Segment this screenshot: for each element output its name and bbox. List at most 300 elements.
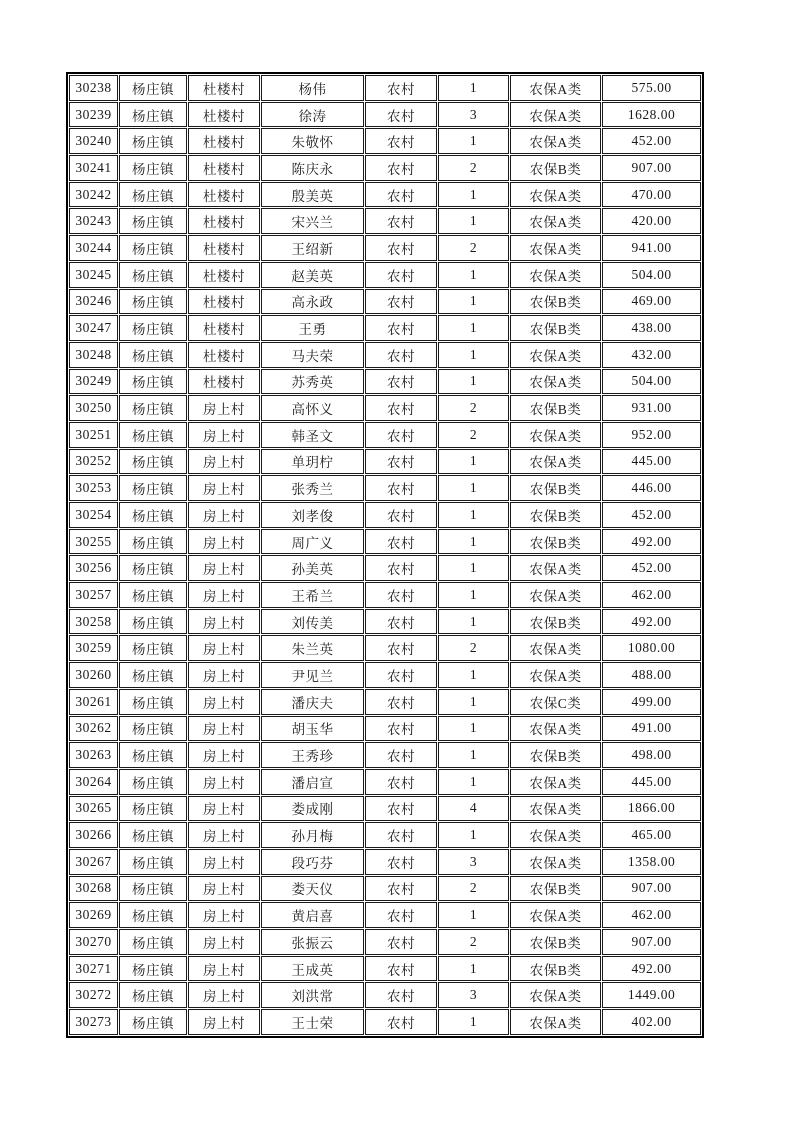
- cell-village: 杜楼村: [188, 289, 260, 315]
- cell-residence-type: 农村: [365, 342, 437, 368]
- cell-insurance-class: 农保B类: [510, 395, 601, 421]
- cell-residence-type: 农村: [365, 502, 437, 528]
- cell-record-id: 30249: [69, 369, 118, 395]
- cell-record-id: 30269: [69, 902, 118, 928]
- cell-person-count: 1: [438, 182, 509, 208]
- table-row: [69, 208, 701, 234]
- cell-record-id: 30253: [69, 475, 118, 501]
- cell-record-id: 30263: [69, 742, 118, 768]
- cell-person-count: 1: [438, 208, 509, 234]
- cell-residence-type: 农村: [365, 635, 437, 661]
- cell-person-name: 张振云: [261, 929, 364, 955]
- cell-person-name: 潘启宣: [261, 769, 364, 795]
- cell-person-count: 1: [438, 128, 509, 154]
- cell-residence-type: 农村: [365, 876, 437, 902]
- cell-person-count: 1: [438, 662, 509, 688]
- cell-insurance-class: 农保A类: [510, 235, 601, 261]
- cell-village: 房上村: [188, 769, 260, 795]
- cell-record-id: 30247: [69, 315, 118, 341]
- records-table-body: [69, 75, 701, 1035]
- cell-person-count: 1: [438, 1009, 509, 1035]
- cell-person-name: 高永政: [261, 289, 364, 315]
- table-row: [69, 929, 701, 955]
- cell-village: 房上村: [188, 395, 260, 421]
- cell-person-count: 1: [438, 582, 509, 608]
- table-row: [69, 769, 701, 795]
- cell-insurance-class: 农保A类: [510, 796, 601, 822]
- cell-person-count: 2: [438, 155, 509, 181]
- cell-record-id: 30262: [69, 716, 118, 742]
- cell-village: 杜楼村: [188, 315, 260, 341]
- cell-village: 房上村: [188, 582, 260, 608]
- table-row: [69, 102, 701, 128]
- cell-record-id: 30273: [69, 1009, 118, 1035]
- cell-village: 房上村: [188, 475, 260, 501]
- cell-insurance-class: 农保A类: [510, 849, 601, 875]
- cell-village: 杜楼村: [188, 262, 260, 288]
- cell-residence-type: 农村: [365, 956, 437, 982]
- cell-record-id: 30248: [69, 342, 118, 368]
- cell-amount: 498.00: [602, 742, 701, 768]
- table-row: [69, 716, 701, 742]
- cell-town: 杨庄镇: [119, 1009, 187, 1035]
- cell-residence-type: 农村: [365, 849, 437, 875]
- cell-person-name: 张秀兰: [261, 475, 364, 501]
- cell-residence-type: 农村: [365, 1009, 437, 1035]
- cell-town: 杨庄镇: [119, 716, 187, 742]
- cell-person-count: 3: [438, 102, 509, 128]
- cell-amount: 462.00: [602, 582, 701, 608]
- cell-town: 杨庄镇: [119, 395, 187, 421]
- table-row: [69, 475, 701, 501]
- cell-village: 杜楼村: [188, 75, 260, 101]
- cell-amount: 952.00: [602, 422, 701, 448]
- cell-residence-type: 农村: [365, 315, 437, 341]
- cell-record-id: 30241: [69, 155, 118, 181]
- table-row: [69, 315, 701, 341]
- cell-person-count: 1: [438, 502, 509, 528]
- cell-insurance-class: 农保A类: [510, 342, 601, 368]
- table-row: [69, 902, 701, 928]
- table-row: [69, 582, 701, 608]
- table-row: [69, 235, 701, 261]
- cell-person-name: 王勇: [261, 315, 364, 341]
- cell-residence-type: 农村: [365, 742, 437, 768]
- cell-person-name: 马夫荣: [261, 342, 364, 368]
- table-row: [69, 128, 701, 154]
- cell-amount: 931.00: [602, 395, 701, 421]
- cell-town: 杨庄镇: [119, 582, 187, 608]
- table-row: [69, 289, 701, 315]
- cell-insurance-class: 农保B类: [510, 529, 601, 555]
- cell-village: 杜楼村: [188, 369, 260, 395]
- cell-person-name: 王希兰: [261, 582, 364, 608]
- cell-village: 杜楼村: [188, 102, 260, 128]
- cell-record-id: 30272: [69, 982, 118, 1008]
- cell-person-count: 4: [438, 796, 509, 822]
- cell-person-name: 潘庆夫: [261, 689, 364, 715]
- cell-town: 杨庄镇: [119, 315, 187, 341]
- cell-person-name: 高怀义: [261, 395, 364, 421]
- cell-residence-type: 农村: [365, 369, 437, 395]
- cell-town: 杨庄镇: [119, 342, 187, 368]
- cell-insurance-class: 农保A类: [510, 555, 601, 581]
- cell-town: 杨庄镇: [119, 208, 187, 234]
- cell-person-name: 王绍新: [261, 235, 364, 261]
- cell-person-count: 2: [438, 635, 509, 661]
- cell-amount: 432.00: [602, 342, 701, 368]
- cell-person-count: 1: [438, 555, 509, 581]
- cell-town: 杨庄镇: [119, 742, 187, 768]
- cell-amount: 452.00: [602, 555, 701, 581]
- cell-town: 杨庄镇: [119, 502, 187, 528]
- cell-person-count: 1: [438, 369, 509, 395]
- cell-amount: 402.00: [602, 1009, 701, 1035]
- cell-person-name: 王成英: [261, 956, 364, 982]
- cell-amount: 438.00: [602, 315, 701, 341]
- cell-residence-type: 农村: [365, 422, 437, 448]
- cell-town: 杨庄镇: [119, 102, 187, 128]
- cell-residence-type: 农村: [365, 75, 437, 101]
- cell-town: 杨庄镇: [119, 155, 187, 181]
- cell-village: 房上村: [188, 796, 260, 822]
- cell-residence-type: 农村: [365, 262, 437, 288]
- table-row: [69, 982, 701, 1008]
- cell-person-name: 王秀珍: [261, 742, 364, 768]
- cell-person-name: 孙月梅: [261, 822, 364, 848]
- cell-record-id: 30265: [69, 796, 118, 822]
- records-table: [66, 72, 704, 1038]
- cell-village: 房上村: [188, 422, 260, 448]
- cell-record-id: 30268: [69, 876, 118, 902]
- cell-village: 房上村: [188, 689, 260, 715]
- cell-record-id: 30240: [69, 128, 118, 154]
- cell-village: 杜楼村: [188, 155, 260, 181]
- table-row: [69, 662, 701, 688]
- cell-amount: 488.00: [602, 662, 701, 688]
- cell-insurance-class: 农保A类: [510, 982, 601, 1008]
- table-row: [69, 689, 701, 715]
- cell-town: 杨庄镇: [119, 555, 187, 581]
- cell-residence-type: 农村: [365, 929, 437, 955]
- cell-record-id: 30261: [69, 689, 118, 715]
- cell-amount: 504.00: [602, 262, 701, 288]
- cell-town: 杨庄镇: [119, 449, 187, 475]
- cell-town: 杨庄镇: [119, 475, 187, 501]
- cell-town: 杨庄镇: [119, 929, 187, 955]
- cell-residence-type: 农村: [365, 235, 437, 261]
- table-row: [69, 876, 701, 902]
- cell-amount: 492.00: [602, 529, 701, 555]
- table-row: [69, 796, 701, 822]
- cell-amount: 1358.00: [602, 849, 701, 875]
- cell-amount: 470.00: [602, 182, 701, 208]
- cell-insurance-class: 农保A类: [510, 208, 601, 234]
- table-row: [69, 502, 701, 528]
- cell-insurance-class: 农保B类: [510, 289, 601, 315]
- cell-record-id: 30255: [69, 529, 118, 555]
- cell-insurance-class: 农保A类: [510, 662, 601, 688]
- cell-village: 房上村: [188, 742, 260, 768]
- cell-person-count: 1: [438, 315, 509, 341]
- cell-residence-type: 农村: [365, 155, 437, 181]
- cell-amount: 1866.00: [602, 796, 701, 822]
- cell-person-name: 娄成刚: [261, 796, 364, 822]
- cell-insurance-class: 农保A类: [510, 182, 601, 208]
- table-row: [69, 742, 701, 768]
- cell-residence-type: 农村: [365, 716, 437, 742]
- cell-village: 房上村: [188, 662, 260, 688]
- cell-residence-type: 农村: [365, 982, 437, 1008]
- cell-town: 杨庄镇: [119, 982, 187, 1008]
- cell-amount: 907.00: [602, 155, 701, 181]
- cell-village: 房上村: [188, 982, 260, 1008]
- table-row: [69, 449, 701, 475]
- cell-person-count: 1: [438, 289, 509, 315]
- cell-person-name: 黄启喜: [261, 902, 364, 928]
- cell-insurance-class: 农保B类: [510, 609, 601, 635]
- table-row: [69, 75, 701, 101]
- table-row: [69, 369, 701, 395]
- cell-town: 杨庄镇: [119, 262, 187, 288]
- cell-record-id: 30257: [69, 582, 118, 608]
- cell-town: 杨庄镇: [119, 662, 187, 688]
- cell-record-id: 30258: [69, 609, 118, 635]
- cell-insurance-class: 农保A类: [510, 262, 601, 288]
- cell-person-count: 1: [438, 902, 509, 928]
- cell-village: 房上村: [188, 929, 260, 955]
- table-row: [69, 342, 701, 368]
- cell-person-count: 1: [438, 742, 509, 768]
- cell-person-count: 1: [438, 262, 509, 288]
- cell-amount: 491.00: [602, 716, 701, 742]
- cell-record-id: 30266: [69, 822, 118, 848]
- cell-person-count: 1: [438, 449, 509, 475]
- cell-record-id: 30250: [69, 395, 118, 421]
- cell-amount: 1449.00: [602, 982, 701, 1008]
- table-row: [69, 422, 701, 448]
- cell-residence-type: 农村: [365, 128, 437, 154]
- cell-insurance-class: 农保B类: [510, 315, 601, 341]
- cell-village: 杜楼村: [188, 342, 260, 368]
- table-row: [69, 529, 701, 555]
- table-row: [69, 1009, 701, 1035]
- cell-person-count: 3: [438, 982, 509, 1008]
- cell-town: 杨庄镇: [119, 75, 187, 101]
- cell-record-id: 30242: [69, 182, 118, 208]
- cell-person-name: 韩圣文: [261, 422, 364, 448]
- cell-town: 杨庄镇: [119, 689, 187, 715]
- table-row: [69, 956, 701, 982]
- cell-person-name: 胡玉华: [261, 716, 364, 742]
- cell-insurance-class: 农保B类: [510, 475, 601, 501]
- cell-residence-type: 农村: [365, 662, 437, 688]
- table-row: [69, 182, 701, 208]
- cell-insurance-class: 农保A类: [510, 582, 601, 608]
- cell-person-count: 2: [438, 422, 509, 448]
- cell-amount: 499.00: [602, 689, 701, 715]
- cell-record-id: 30259: [69, 635, 118, 661]
- cell-insurance-class: 农保A类: [510, 449, 601, 475]
- cell-insurance-class: 农保A类: [510, 128, 601, 154]
- cell-person-count: 1: [438, 769, 509, 795]
- cell-town: 杨庄镇: [119, 876, 187, 902]
- cell-person-name: 朱敬怀: [261, 128, 364, 154]
- cell-amount: 1080.00: [602, 635, 701, 661]
- cell-person-name: 宋兴兰: [261, 208, 364, 234]
- cell-person-name: 尹见兰: [261, 662, 364, 688]
- cell-town: 杨庄镇: [119, 182, 187, 208]
- cell-village: 杜楼村: [188, 208, 260, 234]
- cell-person-count: 1: [438, 822, 509, 848]
- table-row: [69, 609, 701, 635]
- cell-record-id: 30264: [69, 769, 118, 795]
- cell-town: 杨庄镇: [119, 902, 187, 928]
- cell-insurance-class: 农保B类: [510, 876, 601, 902]
- cell-record-id: 30246: [69, 289, 118, 315]
- cell-town: 杨庄镇: [119, 235, 187, 261]
- cell-insurance-class: 农保C类: [510, 689, 601, 715]
- cell-village: 房上村: [188, 449, 260, 475]
- cell-residence-type: 农村: [365, 555, 437, 581]
- cell-amount: 452.00: [602, 128, 701, 154]
- cell-person-name: 单玥柠: [261, 449, 364, 475]
- cell-amount: 465.00: [602, 822, 701, 848]
- cell-insurance-class: 农保A类: [510, 635, 601, 661]
- cell-residence-type: 农村: [365, 395, 437, 421]
- cell-insurance-class: 农保A类: [510, 716, 601, 742]
- cell-residence-type: 农村: [365, 208, 437, 234]
- cell-person-count: 2: [438, 929, 509, 955]
- cell-person-name: 殷美英: [261, 182, 364, 208]
- cell-person-count: 2: [438, 876, 509, 902]
- cell-record-id: 30238: [69, 75, 118, 101]
- cell-person-name: 杨伟: [261, 75, 364, 101]
- cell-record-id: 30271: [69, 956, 118, 982]
- cell-amount: 469.00: [602, 289, 701, 315]
- cell-person-name: 刘孝俊: [261, 502, 364, 528]
- cell-insurance-class: 农保B类: [510, 502, 601, 528]
- cell-village: 杜楼村: [188, 235, 260, 261]
- cell-town: 杨庄镇: [119, 635, 187, 661]
- cell-village: 房上村: [188, 902, 260, 928]
- cell-person-name: 朱兰英: [261, 635, 364, 661]
- cell-village: 房上村: [188, 502, 260, 528]
- cell-village: 房上村: [188, 529, 260, 555]
- cell-residence-type: 农村: [365, 449, 437, 475]
- cell-town: 杨庄镇: [119, 289, 187, 315]
- cell-town: 杨庄镇: [119, 849, 187, 875]
- cell-record-id: 30267: [69, 849, 118, 875]
- table-row: [69, 155, 701, 181]
- cell-person-name: 周广义: [261, 529, 364, 555]
- cell-amount: 492.00: [602, 609, 701, 635]
- cell-person-name: 刘洪常: [261, 982, 364, 1008]
- cell-amount: 420.00: [602, 208, 701, 234]
- cell-town: 杨庄镇: [119, 822, 187, 848]
- cell-person-count: 2: [438, 395, 509, 421]
- cell-person-name: 王士荣: [261, 1009, 364, 1035]
- cell-person-count: 2: [438, 235, 509, 261]
- cell-residence-type: 农村: [365, 475, 437, 501]
- cell-record-id: 30254: [69, 502, 118, 528]
- cell-amount: 1628.00: [602, 102, 701, 128]
- cell-person-name: 赵美英: [261, 262, 364, 288]
- cell-record-id: 30251: [69, 422, 118, 448]
- cell-insurance-class: 农保B类: [510, 742, 601, 768]
- table-row: [69, 849, 701, 875]
- cell-residence-type: 农村: [365, 182, 437, 208]
- cell-village: 房上村: [188, 1009, 260, 1035]
- cell-amount: 575.00: [602, 75, 701, 101]
- cell-amount: 907.00: [602, 876, 701, 902]
- cell-village: 房上村: [188, 849, 260, 875]
- cell-amount: 492.00: [602, 956, 701, 982]
- cell-insurance-class: 农保A类: [510, 75, 601, 101]
- cell-amount: 907.00: [602, 929, 701, 955]
- cell-residence-type: 农村: [365, 689, 437, 715]
- cell-village: 房上村: [188, 609, 260, 635]
- cell-village: 杜楼村: [188, 182, 260, 208]
- cell-person-name: 段巧芬: [261, 849, 364, 875]
- cell-village: 房上村: [188, 555, 260, 581]
- cell-village: 房上村: [188, 635, 260, 661]
- cell-insurance-class: 农保A类: [510, 769, 601, 795]
- cell-residence-type: 农村: [365, 609, 437, 635]
- cell-person-count: 1: [438, 716, 509, 742]
- cell-record-id: 30244: [69, 235, 118, 261]
- cell-person-name: 陈庆永: [261, 155, 364, 181]
- cell-amount: 445.00: [602, 769, 701, 795]
- cell-person-name: 娄天仪: [261, 876, 364, 902]
- cell-town: 杨庄镇: [119, 529, 187, 555]
- cell-insurance-class: 农保A类: [510, 102, 601, 128]
- cell-amount: 941.00: [602, 235, 701, 261]
- cell-person-count: 1: [438, 956, 509, 982]
- cell-residence-type: 农村: [365, 582, 437, 608]
- cell-insurance-class: 农保A类: [510, 369, 601, 395]
- cell-person-count: 1: [438, 342, 509, 368]
- cell-person-count: 1: [438, 689, 509, 715]
- cell-record-id: 30260: [69, 662, 118, 688]
- table-row: [69, 822, 701, 848]
- cell-residence-type: 农村: [365, 529, 437, 555]
- cell-person-count: 1: [438, 475, 509, 501]
- cell-village: 房上村: [188, 876, 260, 902]
- cell-record-id: 30245: [69, 262, 118, 288]
- cell-record-id: 30270: [69, 929, 118, 955]
- cell-record-id: 30243: [69, 208, 118, 234]
- cell-insurance-class: 农保A类: [510, 822, 601, 848]
- cell-person-count: 1: [438, 529, 509, 555]
- cell-town: 杨庄镇: [119, 956, 187, 982]
- cell-person-name: 苏秀英: [261, 369, 364, 395]
- cell-amount: 452.00: [602, 502, 701, 528]
- cell-village: 房上村: [188, 822, 260, 848]
- table-row: [69, 555, 701, 581]
- cell-person-name: 孙美英: [261, 555, 364, 581]
- cell-insurance-class: 农保A类: [510, 422, 601, 448]
- cell-town: 杨庄镇: [119, 369, 187, 395]
- cell-person-name: 刘传美: [261, 609, 364, 635]
- cell-person-count: 1: [438, 75, 509, 101]
- cell-person-count: 1: [438, 609, 509, 635]
- cell-town: 杨庄镇: [119, 128, 187, 154]
- table-row: [69, 635, 701, 661]
- cell-amount: 445.00: [602, 449, 701, 475]
- cell-person-count: 3: [438, 849, 509, 875]
- cell-record-id: 30252: [69, 449, 118, 475]
